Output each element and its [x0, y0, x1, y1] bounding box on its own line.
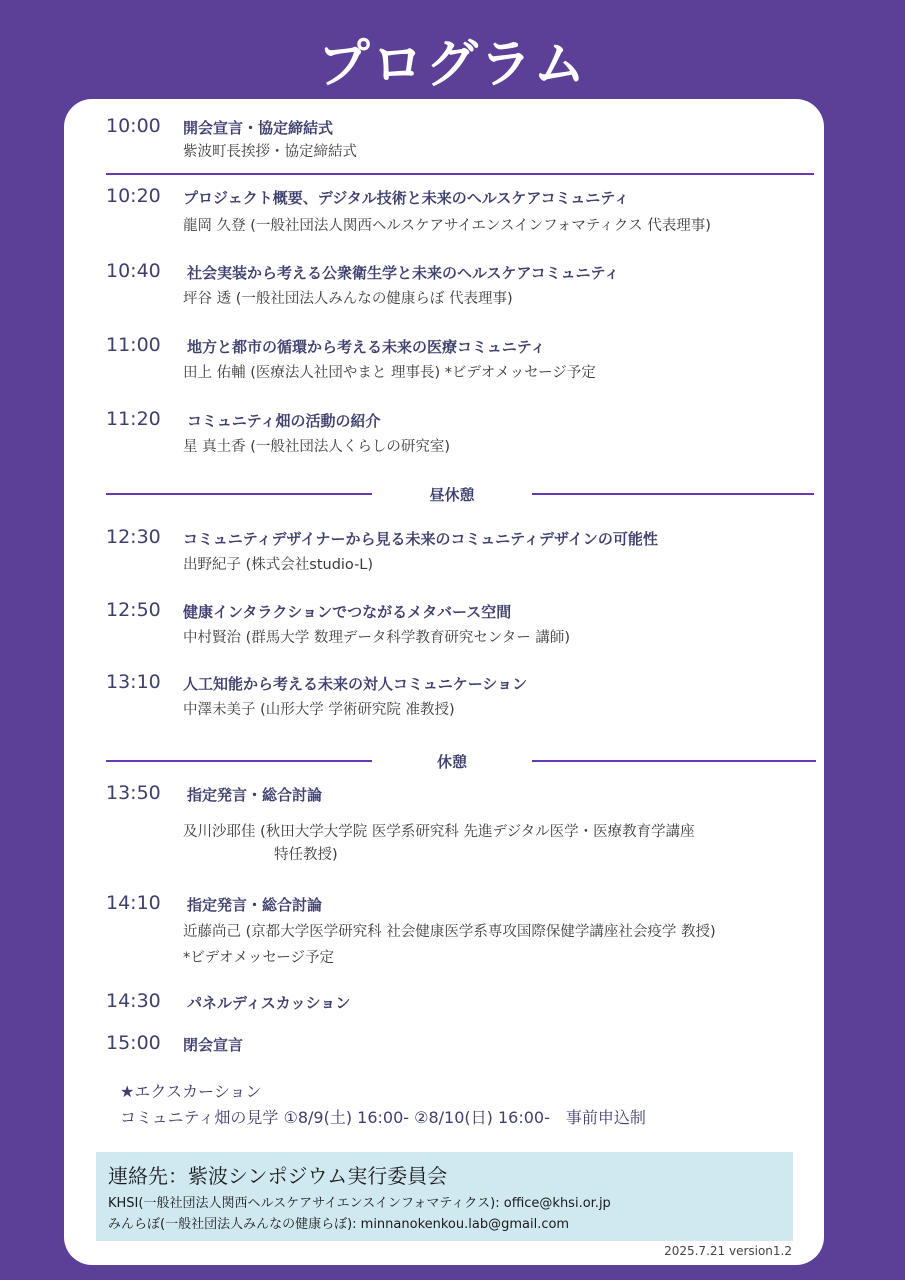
program-title: 指定発言・総合討論	[187, 896, 323, 914]
program-title: 社会実装から考える公衆衛生学と未来のヘルスケアコミュニティ	[187, 264, 620, 282]
program-time: 10:40	[106, 260, 161, 282]
contact-title: 連絡先：紫波シンポジウム実行委員会	[108, 1164, 448, 1188]
excursion-heading: ★エクスカーション	[120, 1082, 262, 1101]
program-detail: 坪谷 透 (一般社団法人みんなの健康らぼ 代表理事)	[183, 291, 513, 307]
contact-khsi: KHSI(一般社団法人関西ヘルスケアサイエンスインフォマティクス): office@khsi.or.jp	[108, 1196, 611, 1211]
program-title: コミュニティデザイナーから見る未来のコミュニティデザインの可能性	[183, 530, 658, 548]
break-label: 休憩	[436, 753, 467, 771]
lunch-break-label: 昼休憩	[429, 486, 475, 504]
contact-box	[96, 1152, 793, 1241]
program-card	[64, 99, 824, 1265]
program-detail: 星 真土香 (一般社団法人くらしの研究室)	[183, 439, 451, 455]
program-detail: 出野紀子 (株式会社studio-L)	[183, 557, 374, 573]
section-divider	[106, 173, 814, 175]
program-detail: 中村賢治 (群馬大学 数理データ科学教育研究センター 講師)	[183, 630, 571, 646]
program-detail: 龍岡 久登 (一般社団法人関西ヘルスケアサイエンスインフォマティクス 代表理事)	[183, 218, 711, 234]
program-detail: 中澤未美子 (山形大学 学術研究院 准教授)	[183, 702, 455, 718]
program-title: 指定発言・総合討論	[187, 786, 323, 804]
program-time: 12:30	[106, 526, 161, 548]
program-title: コミュニティ畑の活動の紹介	[187, 412, 381, 430]
program-detail: 紫波町長挨拶・協定締結式	[183, 144, 357, 160]
program-time: 11:20	[106, 408, 161, 430]
excursion-text: コミュニティ畑の見学 ①8/9(土) 16:00- ②8/10(日) 16:00- 事前申込制	[120, 1108, 646, 1127]
program-time: 13:50	[106, 782, 161, 804]
program-time: 13:10	[106, 671, 161, 693]
program-title: パネルディスカッション	[187, 994, 351, 1012]
program-detail: 特任教授)	[274, 847, 338, 863]
program-time: 15:00	[106, 1032, 161, 1054]
program-title: 人工知能から考える未来の対人コミュニケーション	[183, 675, 528, 693]
program-title: 健康インタラクションでつながるメタバース空間	[183, 603, 512, 621]
program-detail: *ビデオメッセージ予定	[183, 950, 334, 966]
page-title: プログラム	[317, 35, 588, 95]
program-time: 11:00	[106, 334, 161, 356]
program-title: 開会宣言・協定締結式	[183, 119, 334, 137]
program-time: 14:30	[106, 990, 161, 1012]
program-title: プロジェクト概要、デジタル技術と未来のヘルスケアコミュニティ	[183, 189, 630, 207]
program-time: 14:10	[106, 892, 161, 914]
program-time: 12:50	[106, 599, 161, 621]
program-title: 地方と都市の循環から考える未来の医療コミュニティ	[187, 338, 546, 356]
break-rule-left	[106, 493, 372, 495]
program-detail: 及川沙耶佳 (秋田大学大学院 医学系研究科 先進デジタル医学・医療教育学講座	[183, 824, 695, 840]
program-title: 閉会宣言	[183, 1036, 244, 1054]
program-time: 10:00	[106, 115, 161, 137]
break-rule-left	[106, 760, 372, 762]
version-label: 2025.7.21 version1.2	[664, 1244, 792, 1258]
program-time: 10:20	[106, 185, 161, 207]
break-rule-right	[532, 493, 814, 495]
excursion-section	[120, 1079, 646, 1131]
program-detail: 近藤尚己 (京都大学医学研究科 社会健康医学系専攻国際保健学講座社会疫学 教授)	[183, 924, 716, 940]
break-rule-right	[532, 760, 816, 762]
contact-minna: みんらぼ(一般社団法人みんなの健康らぼ): minnanokenkou.lab@gmail.com	[108, 1217, 570, 1232]
program-detail: 田上 佑輔 (医療法人社団やまと 理事長) *ビデオメッセージ予定	[183, 365, 596, 381]
